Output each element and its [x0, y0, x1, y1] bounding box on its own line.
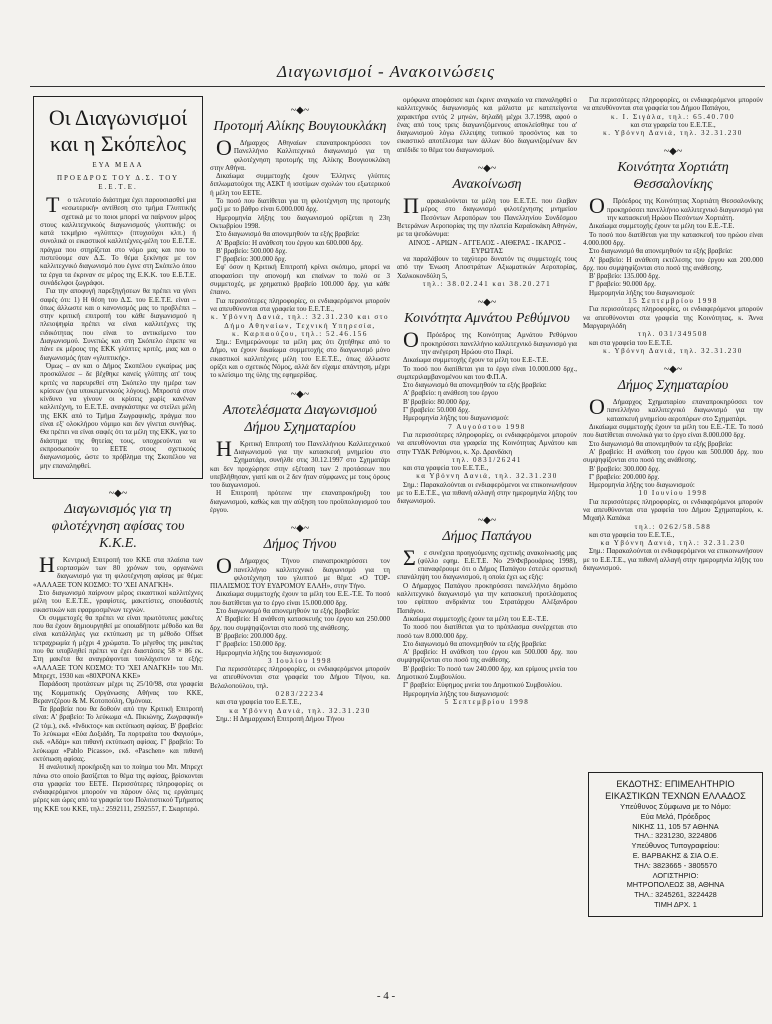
article-paragraph: και στα γραφεία του Ε.Ε.Τ.Ε., — [403, 464, 489, 473]
publisher-box — [588, 772, 763, 917]
publisher-line: ΤΗΛ: 3823665 - 3805570 — [633, 860, 717, 870]
article-title: Δήμος Τήνου — [263, 537, 337, 553]
page-number: - 4 - — [376, 990, 396, 1002]
article-paragraph: Β' βραβείο: 200.000 δρχ. — [216, 631, 288, 640]
article-paragraph: Για περισσότερες πληροφορίες, οι ενδιαφερόμενοι μπορούν να απευθύνονται στα γραφεία του Δήμου Παπάγου, — [583, 96, 763, 113]
article-title: Ανακοίνωση — [452, 177, 522, 193]
article-title: Διαγωνισμός για τη φιλοτέχνηση αφίσας του Κ.Κ.Ε. — [51, 501, 185, 551]
article-paragraph: ΗΚεντρική Επιτροπή του ΚΚΕ στα πλαίσια των εορτασμών των 80 χρόνων του, οργανώνει διαγωνισμό για τη φιλοτέχνηση αφίσας με θέμα: «ΑΛΛΑΞΕ ΤΟΝ ΚΟΣΜΟ: ΤΟ 'ΧΕΙ ΑΝΑΓΚΗ». — [33, 551, 203, 589]
article-paragraph: Για περισσότερες πληροφορίες, οι ενδιαφερόμενοι μπορούν να απευθύνονται στα γραφεία του Δήμου Τήνου, κα. Βελαλοπούλου, τηλ. — [210, 665, 390, 690]
article-paragraph: Οι συμμετοχές θα πρέπει να είναι πρωτότυπες μακέτες που θα έχουν δημιουργηθεί με οποιαδήποτε μέθοδο και θα είναι κατάλληλες για εκτύπωση με τη μέθοδο Offset τετραχρωμία ή μέχρι 4 χρώματα. Το μέγεθος της μακέτας που θα υποβληθεί πρέπει να έχει διαστάσεις 58 × 86 εκ. Στη μακέτα θα αναγράφονται τουλάχιστον τα εξής: «ΑΛΛΑΞΕ ΤΟΝ ΚΟΣΜΟ: ΤΟ 'ΧΕΙ ΑΝΑΓΚΗ» του Μπ. Μπρεχτ, 1930 και «80ΧΡΟΝΑ ΚΚΕ» — [33, 613, 203, 680]
column-3 — [397, 96, 577, 706]
deadline-line: 3 Ιουλίου 1998 — [267, 656, 333, 665]
column-1 — [33, 96, 203, 813]
deadline-line: 7 Αυγούστου 1998 — [448, 422, 526, 431]
article-paragraph: Γ' βραβείο: 200.000 δρχ. — [589, 472, 660, 481]
article-paragraph: Α' Βραβείο: Η ανάθεση κατασκευής του έργου και 250.000 δρχ. που συμψηφίζονται στο ποσό της ανάθεσης. — [210, 615, 390, 632]
publisher-line: ΛΟΓΙΣΤΗΡΙΟ: — [652, 870, 699, 880]
contact-line: κ. Καρπαούζου, τηλ.: 52.46.156 — [232, 329, 368, 338]
article-paragraph: Δικαίωμα συμμετοχής έχουν Έλληνες γλύπτες διπλωματούχοι της ΑΣΚΤ ή ισοτίμων σχολών του εξωτερικού ή μέλη του ΕΕΤΕ. — [210, 172, 390, 197]
article-paragraph: Γ' βραβείο: Εύφημος μνεία του Δημοτικού Συμβουλίου. — [403, 681, 562, 690]
article-paragraph: Το ποσό που διατίθεται για την κατασκευή του ηρώου είναι 4.000.000 δρχ. — [583, 230, 763, 247]
ornament-icon: ~◆~ — [663, 364, 683, 376]
article-paragraph: Σε συνέχεια προηγούμενης σχετικής ανακοίνωσής μας (φύλλο εφημ. Ε.Ε.Τ.Ε. Νο 29/Φεβρουάριος 1998), επαναφέρουμε ότι ο Δήμος Παπάγου έστειλε οριστική επανάληψη του διαγωνισμού, η οποία έχει ως εξής: — [397, 544, 577, 582]
ornament-icon: ~◆~ — [290, 523, 310, 535]
editorial-box — [33, 96, 203, 479]
ornament-icon: ~◆~ — [290, 105, 310, 116]
article-paragraph: ΟΠρόεδρος της Κοινότητας Αμνάτου Ρεθύμνου προκηρύσσει πανελλήνιο καλλιτεχνικό διαγωνισμό για την ανέγερση Ηρώου στο Πικρί. — [403, 327, 577, 356]
article-title: Δήμος Παπάγου — [442, 528, 532, 544]
publisher-line: Υπεύθυνος Τυπογραφείου: — [631, 841, 720, 851]
article-paragraph: Ημερομηνία λήξης του διαγωνισμού: — [589, 288, 695, 297]
article-paragraph: Στο διαγωνισμό θα απονεμηθούν τα εξής βραβεία: — [589, 247, 733, 256]
article-paragraph: Η Επιτροπή πρότεινε την επαναπροκήρυξη του διαγωνισμού, καθώς και την αύξηση του προϋπολογισμού του έργου. — [210, 489, 390, 514]
article-paragraph: και στα γραφεία του Ε.Ε.Τ.Ε., — [216, 698, 302, 707]
editorial-paragraph: Το τελευταίο διάστημα έχει παρουσιασθεί μια «εσωτερική» αντίθεση στο τμήμα Γλυπτικής σχετικά με το ποιοι μπορεί να παίρνουν μέρος στους καλλιτεχνικούς διαγωνισμούς γλυπτικής: οι κατά τεκμήριο «γλύπτες» (πτυχιούχοι κλπ.) ή συνολικά οι εικαστικοί καλλιτέχνες-μέλη του Ε.Ε.Τ.Ε. πράγμα που στηρίζεται στο νόμο μας και που το πιστεύουμε σαν Δ.Σ. Το θέμα ξεκίνησε με τον καλλιτεχνικό διαγωνισμό που έγινε στη Σκόπελο όπου τα έργα τα έκριναν σε μέρος της Ε.Κ.Κ. του Ε.Ε.Τ.Ε. συνάδελφοι ζωγράφοι. — [40, 192, 196, 287]
article-paragraph: Α' Βραβείο: Η ανάθεση του έργου και 600.000 δρχ. — [216, 238, 363, 247]
contact-line: τηλ. 0831/26241 — [452, 455, 522, 464]
contact-line: κα Υβόννη Δανιά, τηλ.: 32.31.230 — [600, 539, 746, 548]
publisher-line: ΤΗΛ.: 3245261, 3224428 — [634, 890, 717, 900]
article-paragraph: Α' βραβείο: Η ανάθεση εκτέλεσης του έργου και 200.000 δρχ. που συμψηφίζονται στο ποσό της ανάθεσης. — [583, 255, 763, 272]
article-paragraph: και στα γραφεία του Ε.Ε.Τ.Ε., — [589, 530, 675, 539]
article-paragraph: Σημ.: Η Δημαρχιακή Επιτροπή Δήμου Τήνου — [216, 714, 345, 723]
article-paragraph: Γ' βραβείο: 50.000 δρχ. — [403, 406, 470, 415]
publisher-line: ΤΗΛ.: 3231230, 3224806 — [634, 831, 717, 841]
editorial-title: Οι Διαγωνισμοί και η Σκόπελος — [48, 105, 188, 156]
publisher-line: Ε. ΒΑΡΒΑΚΗΣ & ΣΙΑ Ο.Ε. — [632, 850, 719, 860]
contact-line: κ. Υβόννη Δανιά, τηλ.: 32.31.230 και στο Δήμο Αθηναίων, Τεχνική Υπηρεσία, — [210, 313, 390, 330]
publisher-title: ΕΚΔΟΤΗΣ: ΕΠΙΜΕΛΗΤΗΡΙΟ ΕΙΚΑΣΤΙΚΩΝ ΤΕΧΝΩΝ ΕΛΛΑΔΟΣ — [605, 779, 746, 801]
article-paragraph: Γ' βραβείο: 150.000 δρχ. — [216, 640, 287, 649]
deadline-line: 5 Σεπτεμβρίου 1998 — [444, 697, 530, 706]
contact-line: 0283/22234 — [275, 690, 325, 699]
publisher-line: ΝΙΚΗΣ 11, 105 57 ΑΘΗΝΑ — [632, 821, 719, 831]
article-title: Κοινότητα Χορτιάτη Θεσσαλονίκης — [617, 160, 729, 193]
article-paragraph: Β' βραβείο: 80.000 δρχ. — [403, 397, 471, 406]
article-paragraph: Σημ.: Παρακαλούνται οι ενδιαφερόμενοι να επικοινωνήσουν με το Ε.Ε.Τ.Ε., για πιθανή αλλαγή στην ημερομηνία λήξης του διαγωνισμού. — [397, 480, 577, 506]
article-paragraph: Ημερομηνία λήξης του διαγωνισμού: — [403, 689, 509, 698]
article-paragraph: Β' βραβείο: Το ποσό των 240.000 δρχ. και ερίμους μνεία του Δημοτικού Συμβουλίου. — [397, 664, 577, 682]
article-paragraph: Δικαίωμα συμμετοχής έχουν τα μέλη του Ε.Ε-.Τ.Ε. — [403, 356, 549, 365]
article-paragraph: ομόφωνα αποφάσισε και έκρινε αναγκαίο να επαναληφθεί ο καλλιτεχνικός διαγωνισμός και μάλιστα με κατεπείγοντα χαρακτήρα εντός 2 μηνών, δηλαδή μέχρι 3.7.1998, αφού ο ένας από τους τρεις διαγωνιζόμενους αποκλείσθηκε του α' διαγωνισμού λόγω έλλειψης τυπικού προσόντος και το εικαστικό αποτέλεσμα των άλλων δύο διαγωνιζομένων δεν απέδιδε το θέμα του διαγωνισμού. — [397, 96, 577, 154]
article-paragraph: Το ποσό που διατίθεται για το πρόπλασμα συνέρχεται στο ποσό των 8.000.000 δρχ. — [397, 623, 577, 640]
article-paragraph: Σημ.: Παρακαλούνται οι ενδιαφερόμενοι να επικοινωνήσουν με το Ε.Ε.Τ.Ε., για πιθανή αλλαγή στην ημερομηνία λήξης του διαγωνισμού. — [583, 547, 763, 573]
article-paragraph: Γ' βραβείο: 300.000 δρχ. — [216, 255, 287, 264]
ornament-icon: ~◆~ — [108, 487, 128, 499]
contact-line: κ. Υβόννη Δανιά, τηλ. 32.31.230 — [603, 346, 743, 355]
publisher-line: Υπεύθυνος Σύμφωνα με το Νόμο: — [620, 802, 731, 811]
ornament-icon: ~◆~ — [477, 514, 497, 526]
pseudonyms-line: ΑΙΝΟΣ - ΑΡΙΩΝ - ΑΓΓΕΛΟΣ - ΑΙΘΕΡΑΣ - ΙΚΑΡΟΣ - ΕΥΡΩΤΑΣ — [408, 238, 566, 255]
article-title: Προτομή Αλίκης Βουγιουκλάκη — [213, 119, 387, 134]
article-paragraph: Ημερομηνία λήξης του διαγωνισμού: — [589, 481, 695, 490]
article-paragraph: Η αναλυτική προκήρυξη και το ποίημα του Μπ. Μπρεχτ πάνω στο οποίο βασίζεται το θέμα της αφίσας, βρίσκονται στα γραφεία του ΕΕΤΕ. Περισσότερες πληροφορίες οι ενδιαφερόμενοι μπορούν να πάρουν όλες τις εργάσιμες μέρες και ώρες από τα γραφεία του Πολιτιστικού Τμήματος της ΚΚΕ του ΚΚΕ, τηλ.: 2592111, 2592557, Γ. Σκαρπερό. — [33, 763, 203, 813]
contact-line: κ. Ι. Σιγάλα, τηλ.: 65.40.700 — [610, 112, 735, 121]
article-paragraph: και στα γραφεία του Ε.Ε.Τ.Ε. — [589, 338, 673, 347]
editorial-author: ΕΥΑ ΜΕΛΑ — [92, 161, 144, 169]
article-paragraph: Για περισσότερες πληροφορίες, οι ενδιαφερόμενοι μπορούν να απευθύνονται στα γραφεία της Κοινότητας Αμνάτου και στην ΤΥΔΚ Ρεθύμνου, κ. Χρ. Δρανδάκη — [397, 430, 577, 456]
article-paragraph: Ημερομηνία λήξης του διαγωνισμού: — [216, 648, 322, 657]
article-title: Δήμος Σχηματαρίου — [617, 378, 729, 394]
article-paragraph: Β' βραβείο: 135.000 δρχ. — [589, 272, 661, 281]
article-paragraph: Δικαίωμα συμμετοχής έχουν τα μέλη του Ε.Ε.-Τ.Ε. Το ποσό που διατίθεται συνολικά για το έργο είναι 8.000.000 δρχ. — [583, 423, 763, 440]
publisher-line: Εύα Μελά, Πρόεδρος — [640, 811, 711, 821]
column-2 — [210, 96, 390, 723]
article-paragraph: ΟΔήμαρχος Σχηματαρίου επαναπροκηρύσσει τον πανελλήνιο καλλιτεχνικό διαγωνισμό για την κατασκευή μνημείου αεροπόρων στο Σχηματάρι. — [589, 394, 763, 423]
article-paragraph: Ημερομηνία λήξης του διαγωνισμού: — [403, 414, 509, 423]
article-paragraph: Β' βραβείο: 500.000 δρχ. — [216, 246, 288, 255]
article-paragraph: Στο διαγωνισμό θα απονεμηθούν τα εξής βραβεία: — [216, 230, 360, 239]
contact-line: τηλ.: 0262/58.588 — [634, 522, 712, 531]
article-paragraph: Β' βραβείο: 300.000 δρχ. — [589, 464, 661, 473]
article-paragraph: Δικαίωμα συμμετοχής έχουν τα μέλη του Ε.Ε.-Τ.Ε. — [589, 222, 735, 231]
article-paragraph: Το ποσό που διατίθεται για τη φιλοτέχνηση της προτομής μαζί με το βάθρο είναι 6.000.000 δρχ. — [210, 197, 390, 214]
article-title: Αποτελέσματα Διαγωνισμού Δήμου Σχηματαρίου — [223, 402, 377, 435]
article-paragraph: Εφ' όσον η Κριτική Επιτροπή κρίνει σκόπιμο, μπορεί να αποφασίσει την απονομή και επαίνων το πολύ σε 3 συμμετοχές, με χρηματικό βραβείο 100.000 δρχ. για κάθε έπαινο. — [210, 263, 390, 297]
article-paragraph: Τα βραβεία που θα δοθούν από την Κριτική Επιτροπή είναι: Α' βραβείο: Το λεύκωμα «Δ. Πικιώνης, Ζωγραφική» (2 τόμ.), εκδ. «Ινδικτος» και εκτύπωση αφίσας. Β' βραβείο: Το λεύκωμα «Εύα Δοξιάδη, Τα πορτραίτα του Φαγιούμ», εκδ. «Αδάμ» και πιθανή εκτύπωση αφίσας. Γ' βραβείο: Το λεύκωμα «Pablo Picasso», εκδ. «Paschen» και πιθανή εκτύπωση αφίσας. — [33, 705, 203, 763]
ornament-icon: ~◆~ — [477, 163, 497, 175]
editorial-paragraph: Για την αποφυγή παρεξηγήσεων θα πρέπει να γίνει σαφές ότι: 1) Η θέση του Δ.Σ. του Ε.Ε.Τ.Ε. είναι – όπως άλλωστε και ο κανονισμός μας το προβλέπει – στην κριτική επιτροπή του κάθε διαγωνισμού η πλειοψηφία πρέπει να είναι καλλιτέχνες της ειδικότητας που είναι το αντικείμενο του Διαγωνισμού. Συνεπώς και στη Σκόπελο έπρεπε να πάνε εκ μέρους της ΕΚΚ γλύπτες κριτές, μιας και ο διαγωνισμός ήταν «γλυπτικής». — [40, 287, 196, 362]
article-paragraph: Σημ.: Ενημερώνουμε τα μέλη μας ότι ζητήθηκε από το Δήμο, να έχουν δικαίωμα συμμετοχής στο διαγωνισμό μόνο εικαστικοί καλλιτέχνες μέλη του Ε.Ε.Τ.Ε., όπως άλλωστε ορίζει και ο σχετικός Νόμος, αλλά δεν είχαμε απάντηση, μέχρι το κλείσιμο της ύλης της εφημερίδας. — [210, 338, 390, 380]
header-rule — [30, 86, 765, 87]
publisher-line: ΤΙΜΗ ΔΡΧ. 1 — [654, 899, 697, 909]
article-paragraph: Παρακαλούνται τα μέλη του Ε.Ε.Τ.Ε. που έλαβαν μέρος στο διαγωνισμό φιλοτέχνησης μνημείου Πεσόντων Αεροπόρων του Πανελληνίου Συνδέσμου Βετεράνων Αεροπορίας της την πλατεία Καραϊσκάκη Αθηνών, με τα ψευδώνυμα: — [397, 193, 577, 239]
article-paragraph: Για περισσότερες πληροφορίες, οι ενδιαφερόμενοι μπορούν να απευθύνονται στα γραφεία της Κοινότητας, κ. Άννα Μαργαριγλόδη — [583, 305, 763, 330]
article-paragraph: Ημερομηνία λήξης του διαγωνισμού ορίζεται η 23η Οκτωβρίου 1998. — [210, 213, 390, 230]
editorial-role: ΠΡΟΕΔΡΟΣ ΤΟΥ Δ.Σ. ΤΟΥ Ε.Ε.Τ.Ε. — [56, 174, 180, 191]
article-paragraph: Για περισσότερες πληροφορίες, οι ενδιαφερόμενοι μπορούν να απευθύνονται στα γραφεία του Δήμου Σχηματαρίου, κ. Μιχαήλ Καπάκα — [583, 497, 763, 523]
article-paragraph: Στο διαγωνισμό θα απονεμηθούν τα εξής βραβεία: — [403, 381, 547, 390]
publisher-line: ΜΗΤΡΟΠΟΛΕΩΣ 38, ΑΘΗΝΑ — [626, 880, 725, 890]
article-paragraph: Α' βραβείο: η ανάθεση του έργου — [403, 389, 499, 398]
article-paragraph: να παραλάβουν το ταχύτερο δυνατόν τις συμμετοχές τους από την Ένωση Αποστράτων Αξιωματικών Αεροπορίας, Χαλκοκονδύλη 5, — [397, 255, 577, 280]
contact-line: κ. Υβόννη Δανιά, τηλ. 32.31.230 — [603, 129, 743, 138]
article-paragraph: Στο διαγωνισμό θα απονεμηθούν τα εξής βραβεία: — [216, 607, 360, 616]
article-title: Κοινότητα Αμνάτου Ρεθύμνου — [404, 311, 570, 327]
article-paragraph: Α' βραβείο: Η ανάθεση του έργου και 500.000 δρχ. που συμψηφίζονται στο ποσό της ανάθεσης. — [397, 648, 577, 665]
article-paragraph: ΗΚριτική Επιτροπή του Πανελλήνιου Καλλιτεχνικού Διαγωνισμού για την κατασκευή μνημείου στο Σχηματάρι, συνήλθε στις 30.12.1997 στο Σχηματάρι και δεν προχώρησε στην εξέταση των 2 προτάσεων που υπεβλήθησαν, γιατί και οι 2 δεν ήταν σύμφωνες με τους όρους του διαγωνισμού. — [210, 435, 390, 490]
article-paragraph: Το ποσό που διατίθεται για το έργο είναι 10.000.000 δρχ., συμπεριλαμβανομένου και του Φ.Π.Α. — [397, 364, 577, 381]
article-paragraph: Στο διαγωνισμό παίρνουν μέρος εικαστικοί καλλιτέχνες μέλη του Ε.Ε.Τ.Ε., γραφίστες, μακετίστες, σπουδαστές εικαστικών και εφαρμοσμένων τεχνών. — [33, 588, 203, 614]
contact-line: κα Υβόννη Δανιά, τηλ. 32.31.230 — [229, 706, 371, 715]
ornament-icon: ~◆~ — [477, 297, 497, 309]
article-paragraph: Στο διαγωνισμό θα απονεμηθούν τα εξής βραβεία: — [403, 639, 547, 648]
ornament-icon: ~◆~ — [290, 388, 310, 400]
editorial-paragraph: Όμως – αν και ο Δήμος Σκοπέλου εγκαίρως μας προσκάλεσε – δε βέχθηκε κανείς γλύπτης απ' τους κριτές να παρευρεθεί στη Σκόπελο την ημέρα των κρίσεων (για υποκειμενικούς λόγους). Μπροστά στον κίνδυνο να γίνουν οι κρίσεις χωρίς κανέναν καλλιτέχνη, το Ε.Ε.Τ.Ε. αναγκάστηκε να στείλει μέλη της ΕΚΚ από το Τμήμα Ζωγραφικής, πράγμα που είναι εξ' ολοκλήρου νόμιμο και δεν γίνεται συνήθως. Θα πρέπει να είναι σαφές ότι τα μέλη της ΕΚΚ, για το διάστημα της θητείας τους, υποχρεούνται να εκπροσωπούν το ΕΕΤΕ στους σχετικούς διαγωνισμούς, ώστε το πρόβλημα της Σκοπέλου να μην επαναληφθεί. — [40, 361, 196, 470]
article-paragraph: Παράδοση προτάσεων μέχρι τις 25/10/98, στα γραφεία της Κομματικής Οργάνωσης Αθήνας του ΚΚΕ, Βεραντζέρου & Μ. Κοτοπούλη, Ομόνοια. — [33, 680, 203, 705]
contact-line: κα Υβόννη Δανιά, τηλ. 32.31.230 — [416, 472, 558, 481]
article-paragraph: ΟΔήμαρχος Αθηναίων επαναπροκηρύσσει τον Πανελλήνιο Καλλιτεχνικό διαγωνισμό για τη φιλοτέχνηση προτομής της Αλίκης Βουγιουκλάκη στην Αθήνα. — [210, 135, 390, 172]
article-paragraph: Δικαίωμα συμμετοχής έχουν τα μέλη του Ε.Ε.-Τ.Ε. Το ποσό που διατίθεται για το έργο είναι 15.000.000 δρχ. — [210, 590, 390, 607]
article-paragraph: Για περισσότερες πληροφορίες, οι ενδιαφερόμενοι μπορούν να απευθύνονται στα γραφεία του Ε.Ε.Τ.Ε., — [210, 296, 390, 313]
article-paragraph: Στο διαγωνισμό θα απονεμηθούν τα εξής βραβεία: — [589, 439, 733, 448]
deadline-line: 15 Σεπτεμβρίου 1998 — [628, 297, 718, 306]
article-paragraph: Ο Δήμαρχος Παπάγου προκηρύσσει πανελλήνιο δημόσιο καλλιτεχνικό διαγωνισμό για την κατασκευή προτλάσματος του εφίππου ανδριάντα του Στρατάρχου Αλέξανδρου Παπάγου. — [397, 581, 577, 615]
article-paragraph: ΟΔήμαρχος Τήνου επαναπροκηρύσσει τον πανελλήνιο καλλιτεχνικό διαγωνισμό για τη φιλοτέχνηση του γλυπτού με θέμα: «Ο ΤΟΡ-ΠΙΛΛΙΣΜΟΣ ΤΟΥ ΕΥΔΡΟΜΟΥ ΕΛΛΗ», στην Τήνο. — [210, 553, 390, 591]
article-paragraph: Δικαίωμα συμμετοχής έχουν τα μέλη του Ε.Ε-.Τ.Ε. — [403, 614, 549, 623]
article-paragraph: Γ' βραβείο: 90.000 δρχ. — [589, 280, 656, 289]
column-4 — [583, 96, 763, 572]
deadline-line: 10 Ιουνίου 1998 — [638, 489, 708, 498]
article-paragraph: και στα γραφεία του Ε.Ε.Τ.Ε., — [630, 120, 716, 129]
page-header: Διαγωνισμοί - Ανακοινώσεις — [277, 62, 495, 81]
article-paragraph: ΟΠρόεδρος της Κοινότητας Χορτιάτη Θεσσαλονίκης προκηρύσσει πανελλήνιο καλλιτεχνικό διαγωνισμό για την κατασκευή Ηρώου Πεσόντων Χορτιάτη. — [589, 193, 763, 223]
contact-line: τηλ. 031/349508 — [638, 330, 708, 339]
contact-line: τηλ.: 38.02.241 και 38.20.271 — [422, 280, 552, 289]
ornament-icon: ~◆~ — [663, 146, 683, 158]
article-paragraph: Α' βραβείο: Η ανάθεση του έργου και 500.000 δρχ. που συμψηφίζονται στο ποσό της ανάθεσης. — [583, 447, 763, 465]
